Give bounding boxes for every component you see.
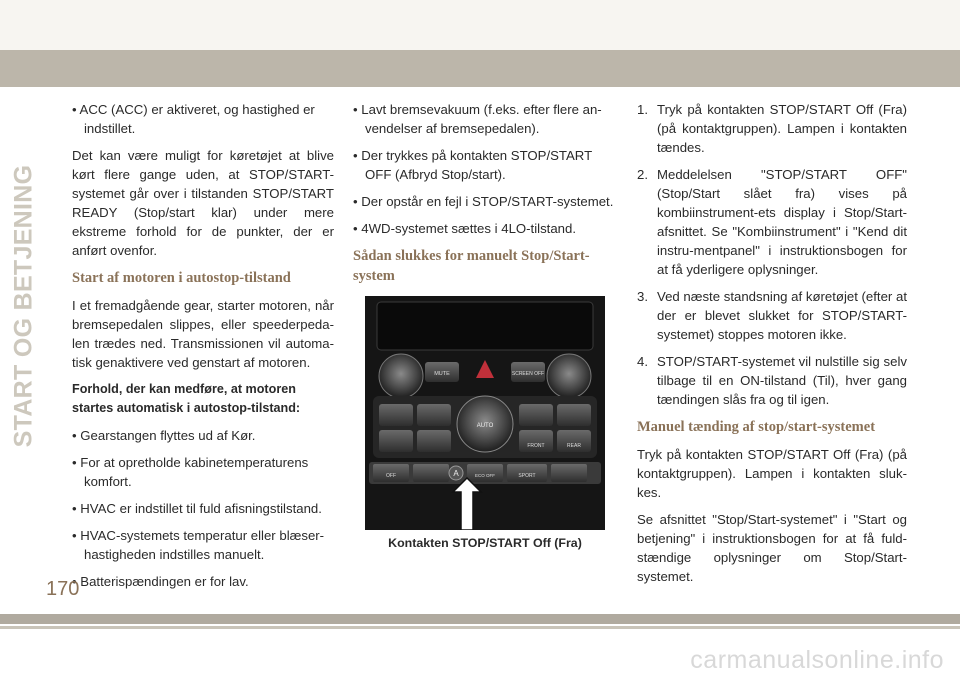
numbered-step-3 (637, 287, 907, 344)
column-1 (72, 100, 334, 599)
page-number: 170 (46, 578, 80, 600)
heading-autostop-start: Start af motoren i autostop-tilstand (72, 270, 291, 286)
mute-label: MUTE (434, 371, 450, 377)
paragraph-auto-start-conditions: Forhold, der kan medføre, at motoren startes automatisk i autostop-tilstand: (72, 382, 301, 415)
column-2 (353, 100, 617, 553)
control-panel-photo (365, 296, 605, 530)
svg-text:A: A (453, 469, 459, 478)
list-item: • HVAC-systemets temperatur eller blæser-hastigheden indstilles manuelt. (72, 528, 325, 562)
step-text: Ved næste standsning af køretøjet (efter at der er blevet slukket for STOP/START-systemet) stoppes motoren ikke. (657, 289, 907, 342)
eco-off-label: ECO OFF (475, 473, 495, 478)
list-item: • Batterispændingen er for lav. (72, 574, 249, 589)
auto-label: AUTO (476, 423, 494, 429)
top-band (0, 0, 960, 50)
list-item: • 4WD-systemet sættes i 4LO-tilstand. (353, 221, 577, 236)
paragraph-see-section: Se afsnittet "Stop/Start-systemet" i "Start og betjening" i instruktionsbogen for at få fuld-stændige oplysninger om Stop/Start-systemet. (637, 512, 907, 584)
side-section-title-text: START OG BETJENING (9, 164, 38, 448)
step-number: 4. (637, 354, 648, 369)
rear-label: REAR (567, 443, 581, 449)
list-item: • HVAC er indstillet til fuld afisningstilstand. (72, 501, 322, 516)
list-item: • Der trykkes på kontakten STOP/START OFF (Afbryd Stop/start). (353, 148, 592, 182)
paragraph-restart: I et fremadgående gear, starter motoren, når bremsepedalen slippes, eller speederpeda-len trædes ned. Transmissionen vil automa-tisk genaktivere ved genstart af motoren. (72, 298, 334, 370)
column-3 (637, 100, 907, 594)
step-text: STOP/START-systemet vil nulstille sig selv tilbage til en ON-tilstand (Til), hver gang tændingen slås fra og til igen. (657, 354, 907, 407)
step-text: Meddelelsen "STOP/START OFF" (Stop/Start slået fra) vises på kombiinstrument-ets display i Stop/Start-afsnittet. Se "Kombiinstrument" i "Kend dit instru-mentpanel" i instruktionsbogen for at få yderligere oplysninger. (657, 167, 907, 277)
list-item: • Gearstangen flyttes ud af Kør. (72, 428, 256, 443)
heading-manual-off: Sådan slukkes for manuelt Stop/Start-system (353, 248, 590, 284)
footer-line (0, 626, 960, 629)
step-number: 1. (637, 102, 648, 117)
control-panel-illustration (365, 296, 605, 530)
numbered-step-1 (637, 100, 907, 157)
numbered-step-2 (637, 165, 907, 279)
list-item: • For at opretholde kabinetemperaturens komfort. (72, 455, 309, 489)
step-text: Tryk på kontakten STOP/START Off (Fra) (på kontaktgruppen). Lampen i kontakten tændes. (657, 102, 907, 155)
paragraph-switch-on: Tryk på kontakten STOP/START Off (Fra) (på kontaktgruppen). Lampen i kontakten sluk-kes. (637, 447, 907, 500)
figure-caption: Kontakten STOP/START Off (Fra) (388, 536, 582, 550)
sport-label: SPORT (518, 473, 536, 479)
screen-off-label: SCREEN OFF (511, 371, 545, 377)
bullet-acc: • ACC (ACC) er aktiveret, og hastighed er indstillet. (72, 102, 315, 136)
step-number: 3. (637, 289, 648, 304)
paragraph-conditions: Det kan være muligt for køretøjet at blive kørt flere gange uden, at STOP/START-systemet går over i tilstanden STOP/START READY (Stop/start klar) under mere ekstreme forhold for de punkter, der er anført ovenfor. (72, 148, 334, 258)
front-label: FRONT (527, 443, 545, 449)
numbered-step-4 (637, 352, 907, 409)
watermark-text: carmanualsonline.info (690, 646, 944, 674)
footer-bar (0, 614, 960, 624)
heading-manual-on: Manuel tænding af stop/start-systemet (637, 419, 876, 435)
step-number: 2. (637, 167, 648, 182)
off-label: OFF (386, 473, 396, 479)
list-item: • Der opstår en fejl i STOP/START-systemet. (353, 194, 614, 209)
header-bar (0, 50, 960, 87)
list-item: • Lavt bremsevakuum (f.eks. efter flere an-vendelser af bremsepedalen). (353, 102, 602, 136)
